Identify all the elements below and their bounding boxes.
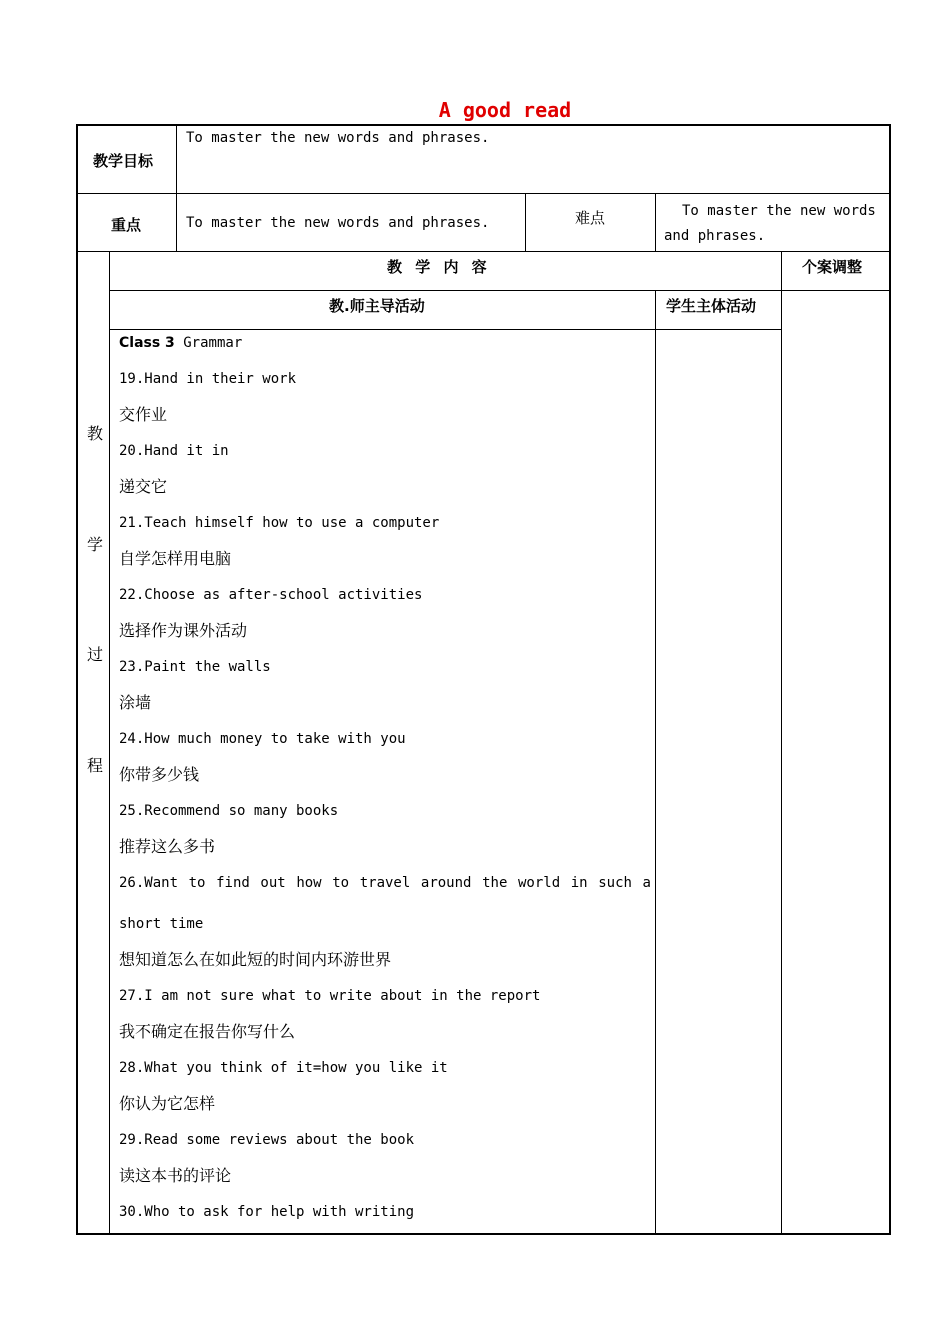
phrase-cn: 选择作为课外活动 [119,621,248,640]
phrase-en: 26.Want to find out how to travel around the world in such a [119,875,651,891]
adjust-heading: 个案调整 [802,258,863,276]
lesson-content [119,333,651,1238]
phrase-en: 21.Teach himself how to use a computer [119,515,440,531]
phrase-cn: 涂墙 [119,693,152,712]
content-heading: 教 学 内 容 [387,258,487,276]
phrase-cn: 读这本书的评论 [119,1166,232,1185]
phrase-cn: 推荐这么多书 [119,837,216,856]
phrase-en: 27.I am not sure what to write about in the report [119,988,541,1004]
class-label: Class 3 [119,335,175,351]
phrase-en: 30.Who to ask for help with writing [119,1204,415,1220]
phrase-cn: 我不确定在报告你写什么 [119,1022,296,1041]
phrase-en: 29.Read some reviews about the book [119,1132,415,1148]
side-char: 过 [86,645,103,664]
row-divider [76,193,891,194]
phrase-en: 20.Hand it in [119,443,229,459]
phrase-cn: 自学怎样用电脑 [119,549,232,568]
key-point-text: To master the new words and phrases. [186,215,490,231]
row-divider [76,251,891,252]
phrase-cn: 想知道怎么在如此短的时间内环游世界 [119,950,392,969]
difficulty-text: To master the new words and phrases. [664,203,876,244]
row-divider [109,329,782,330]
col-divider [109,251,110,1235]
col-divider [525,193,526,251]
phrase-en: 22.Choose as after-school activities [119,587,423,603]
col-divider [655,290,656,1235]
phrase-cn: 你带多少钱 [119,765,200,784]
phrase-en: 19.Hand in their work [119,371,297,387]
objective-label: 教学目标 [93,152,154,170]
class-line [119,333,651,369]
phrase-cn: 你认为它怎样 [119,1094,216,1113]
col-divider [176,124,177,251]
phrase-en-continued: short time [119,916,204,932]
difficulty-label: 难点 [575,209,606,227]
col-divider [655,193,656,251]
phrase-en: 25.Recommend so many books [119,803,339,819]
phrase-en: 24.How much money to take with you [119,731,406,747]
class-topic: Grammar [183,335,243,351]
page-title: A good read [438,98,572,122]
phrase-cn: 递交它 [119,477,168,496]
phrase-en: 23.Paint the walls [119,659,271,675]
side-char: 学 [86,535,103,554]
side-char: 程 [86,756,103,775]
student-heading: 学生主体活动 [666,297,757,315]
row-divider [109,290,891,291]
objective-text: To master the new words and phrases. [186,130,490,146]
teacher-heading: 教.师主导活动 [329,297,425,315]
phrase-en: 28.What you think of it=how you like it [119,1060,448,1076]
key-point-label: 重点 [111,216,142,234]
side-char: 教 [86,424,103,443]
col-divider [781,251,782,1235]
phrase-cn: 交作业 [119,405,168,424]
